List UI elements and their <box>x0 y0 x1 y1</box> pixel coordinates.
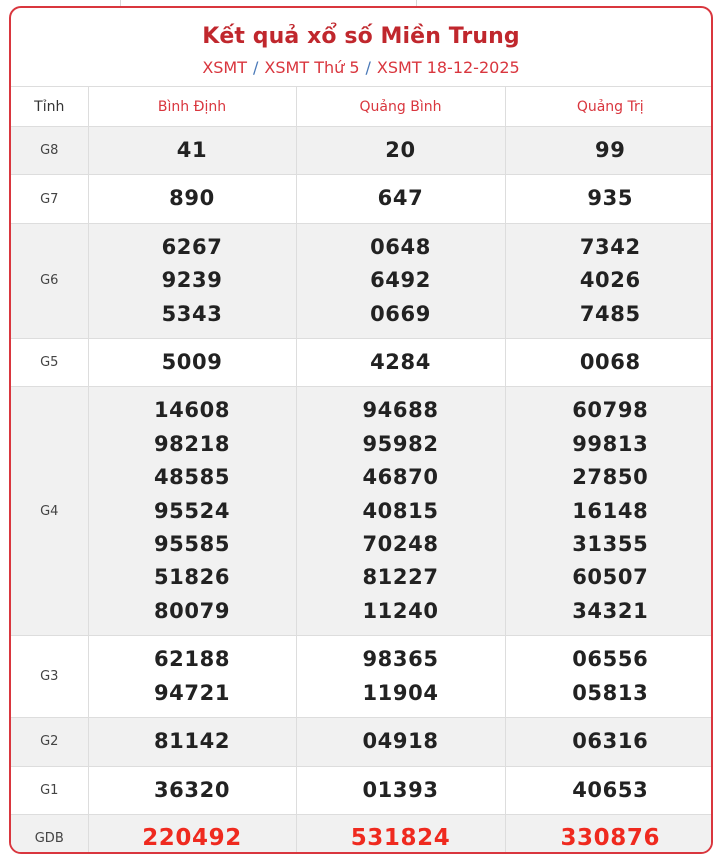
prize-number: 94688 <box>362 398 439 423</box>
prize-label: G3 <box>11 636 88 718</box>
prize-number: 94721 <box>153 680 231 705</box>
column-header-binh-dinh[interactable]: Bình Định <box>88 87 296 127</box>
prize-cell-binh-dinh <box>88 175 296 223</box>
prize-cell-quang-binh <box>296 223 505 338</box>
prize-cell-quang-tri <box>505 814 713 854</box>
prize-label: G5 <box>11 339 88 387</box>
prize-cell-binh-dinh <box>88 718 296 766</box>
prize-cell-quang-tri <box>505 175 713 223</box>
prize-cell-quang-binh <box>296 636 505 718</box>
table-row <box>11 223 713 338</box>
prize-number: 06316 <box>572 729 649 754</box>
prize-number: 7342 <box>579 234 641 259</box>
breadcrumb <box>11 58 711 77</box>
prize-number: 890 <box>169 186 215 211</box>
prize-number: 80079 <box>153 598 231 623</box>
column-header-province: Tỉnh <box>11 87 88 127</box>
prize-number: 05813 <box>572 680 649 705</box>
prize-number: 0669 <box>370 301 431 326</box>
prize-number: 6267 <box>161 234 223 259</box>
prize-number: 95585 <box>153 532 231 557</box>
prize-label: G6 <box>11 223 88 338</box>
prize-number: 531824 <box>350 824 451 851</box>
prize-number: 4284 <box>370 350 431 375</box>
prize-number: 95524 <box>153 498 231 523</box>
table-row <box>11 175 713 223</box>
prize-number: 95982 <box>362 431 439 456</box>
prize-number: 36320 <box>153 777 231 802</box>
column-header-quang-binh[interactable]: Quảng Bình <box>296 87 505 127</box>
prize-cell-quang-tri <box>505 718 713 766</box>
prize-cell-quang-binh <box>296 814 505 854</box>
prize-cell-quang-binh <box>296 718 505 766</box>
prize-number: 46870 <box>362 465 439 490</box>
prize-label: G4 <box>11 387 88 636</box>
prize-number: 27850 <box>572 465 649 490</box>
table-row <box>11 127 713 175</box>
prize-number: 7485 <box>579 301 641 326</box>
prize-number: 4026 <box>579 268 641 293</box>
prize-number: 0068 <box>579 350 641 375</box>
prize-number: 60507 <box>572 565 649 590</box>
table-row <box>11 636 713 718</box>
prize-number: 11240 <box>362 598 439 623</box>
prize-number: 51826 <box>153 565 231 590</box>
prize-number: 330876 <box>560 824 661 851</box>
prize-cell-quang-tri <box>505 127 713 175</box>
prize-cell-quang-tri <box>505 636 713 718</box>
prize-number: 16148 <box>572 498 649 523</box>
prize-number: 40653 <box>572 777 649 802</box>
breadcrumb-separator: / <box>365 58 371 77</box>
prize-cell-quang-binh <box>296 339 505 387</box>
column-header-quang-tri[interactable]: Quảng Trị <box>505 87 713 127</box>
prize-cell-binh-dinh <box>88 636 296 718</box>
prize-number: 01393 <box>362 777 439 802</box>
prize-label: G1 <box>11 766 88 814</box>
breadcrumb-separator: / <box>253 58 259 77</box>
prize-number: 62188 <box>153 647 231 672</box>
prize-number: 06556 <box>572 647 649 672</box>
prize-number: 5009 <box>161 350 223 375</box>
prize-label: G2 <box>11 718 88 766</box>
prize-number: 60798 <box>572 398 649 423</box>
prize-cell-binh-dinh <box>88 814 296 854</box>
prize-cell-quang-tri <box>505 387 713 636</box>
prize-cell-quang-tri <box>505 766 713 814</box>
prize-number: 40815 <box>362 498 439 523</box>
link-xsmt-date[interactable]: XSMT 18-12-2025 <box>376 58 520 77</box>
prize-number: 20 <box>385 138 416 162</box>
prize-number: 98218 <box>153 431 231 456</box>
prize-number: 99 <box>595 138 626 162</box>
prize-cell-binh-dinh <box>88 339 296 387</box>
table-row <box>11 718 713 766</box>
table-row <box>11 766 713 814</box>
prize-number: 70248 <box>362 532 439 557</box>
prize-cell-quang-binh <box>296 127 505 175</box>
prize-number: 41 <box>176 138 208 162</box>
prize-label: G8 <box>11 127 88 175</box>
prize-number: 04918 <box>362 729 439 754</box>
prize-cell-binh-dinh <box>88 766 296 814</box>
results-card <box>9 6 713 854</box>
prize-number: 31355 <box>572 532 649 557</box>
prize-cell-quang-tri <box>505 223 713 338</box>
table-header-row <box>11 87 713 127</box>
prize-number: 34321 <box>572 598 649 623</box>
prize-cell-quang-binh <box>296 387 505 636</box>
prize-number: 48585 <box>153 465 231 490</box>
prize-number: 81142 <box>153 729 231 754</box>
prize-number: 5343 <box>161 301 223 326</box>
page-title: Kết quả xổ số Miền Trung <box>202 24 520 49</box>
results-table <box>11 86 713 854</box>
prize-number: 98365 <box>362 647 439 672</box>
prize-number: 647 <box>377 186 424 211</box>
prize-number: 935 <box>587 186 634 211</box>
prize-cell-quang-binh <box>296 175 505 223</box>
prize-number: 6492 <box>370 268 431 293</box>
prize-number: 99813 <box>572 431 649 456</box>
table-row <box>11 339 713 387</box>
link-xsmt[interactable]: XSMT <box>202 58 248 77</box>
prize-cell-quang-binh <box>296 766 505 814</box>
prize-cell-quang-tri <box>505 339 713 387</box>
prize-number: 81227 <box>362 565 439 590</box>
table-row <box>11 387 713 636</box>
prize-number: 9239 <box>161 268 223 293</box>
prize-number: 220492 <box>142 824 242 851</box>
table-row <box>11 814 713 854</box>
prize-number: 14608 <box>153 398 231 423</box>
prize-label: G7 <box>11 175 88 223</box>
prize-cell-binh-dinh <box>88 127 296 175</box>
prize-label: GDB <box>11 814 88 854</box>
link-xsmt-thursday[interactable]: XSMT Thứ 5 <box>264 58 360 77</box>
results-header <box>11 8 711 86</box>
prize-number: 11904 <box>362 680 439 705</box>
prize-number: 0648 <box>370 234 431 259</box>
prize-cell-binh-dinh <box>88 223 296 338</box>
prize-cell-binh-dinh <box>88 387 296 636</box>
